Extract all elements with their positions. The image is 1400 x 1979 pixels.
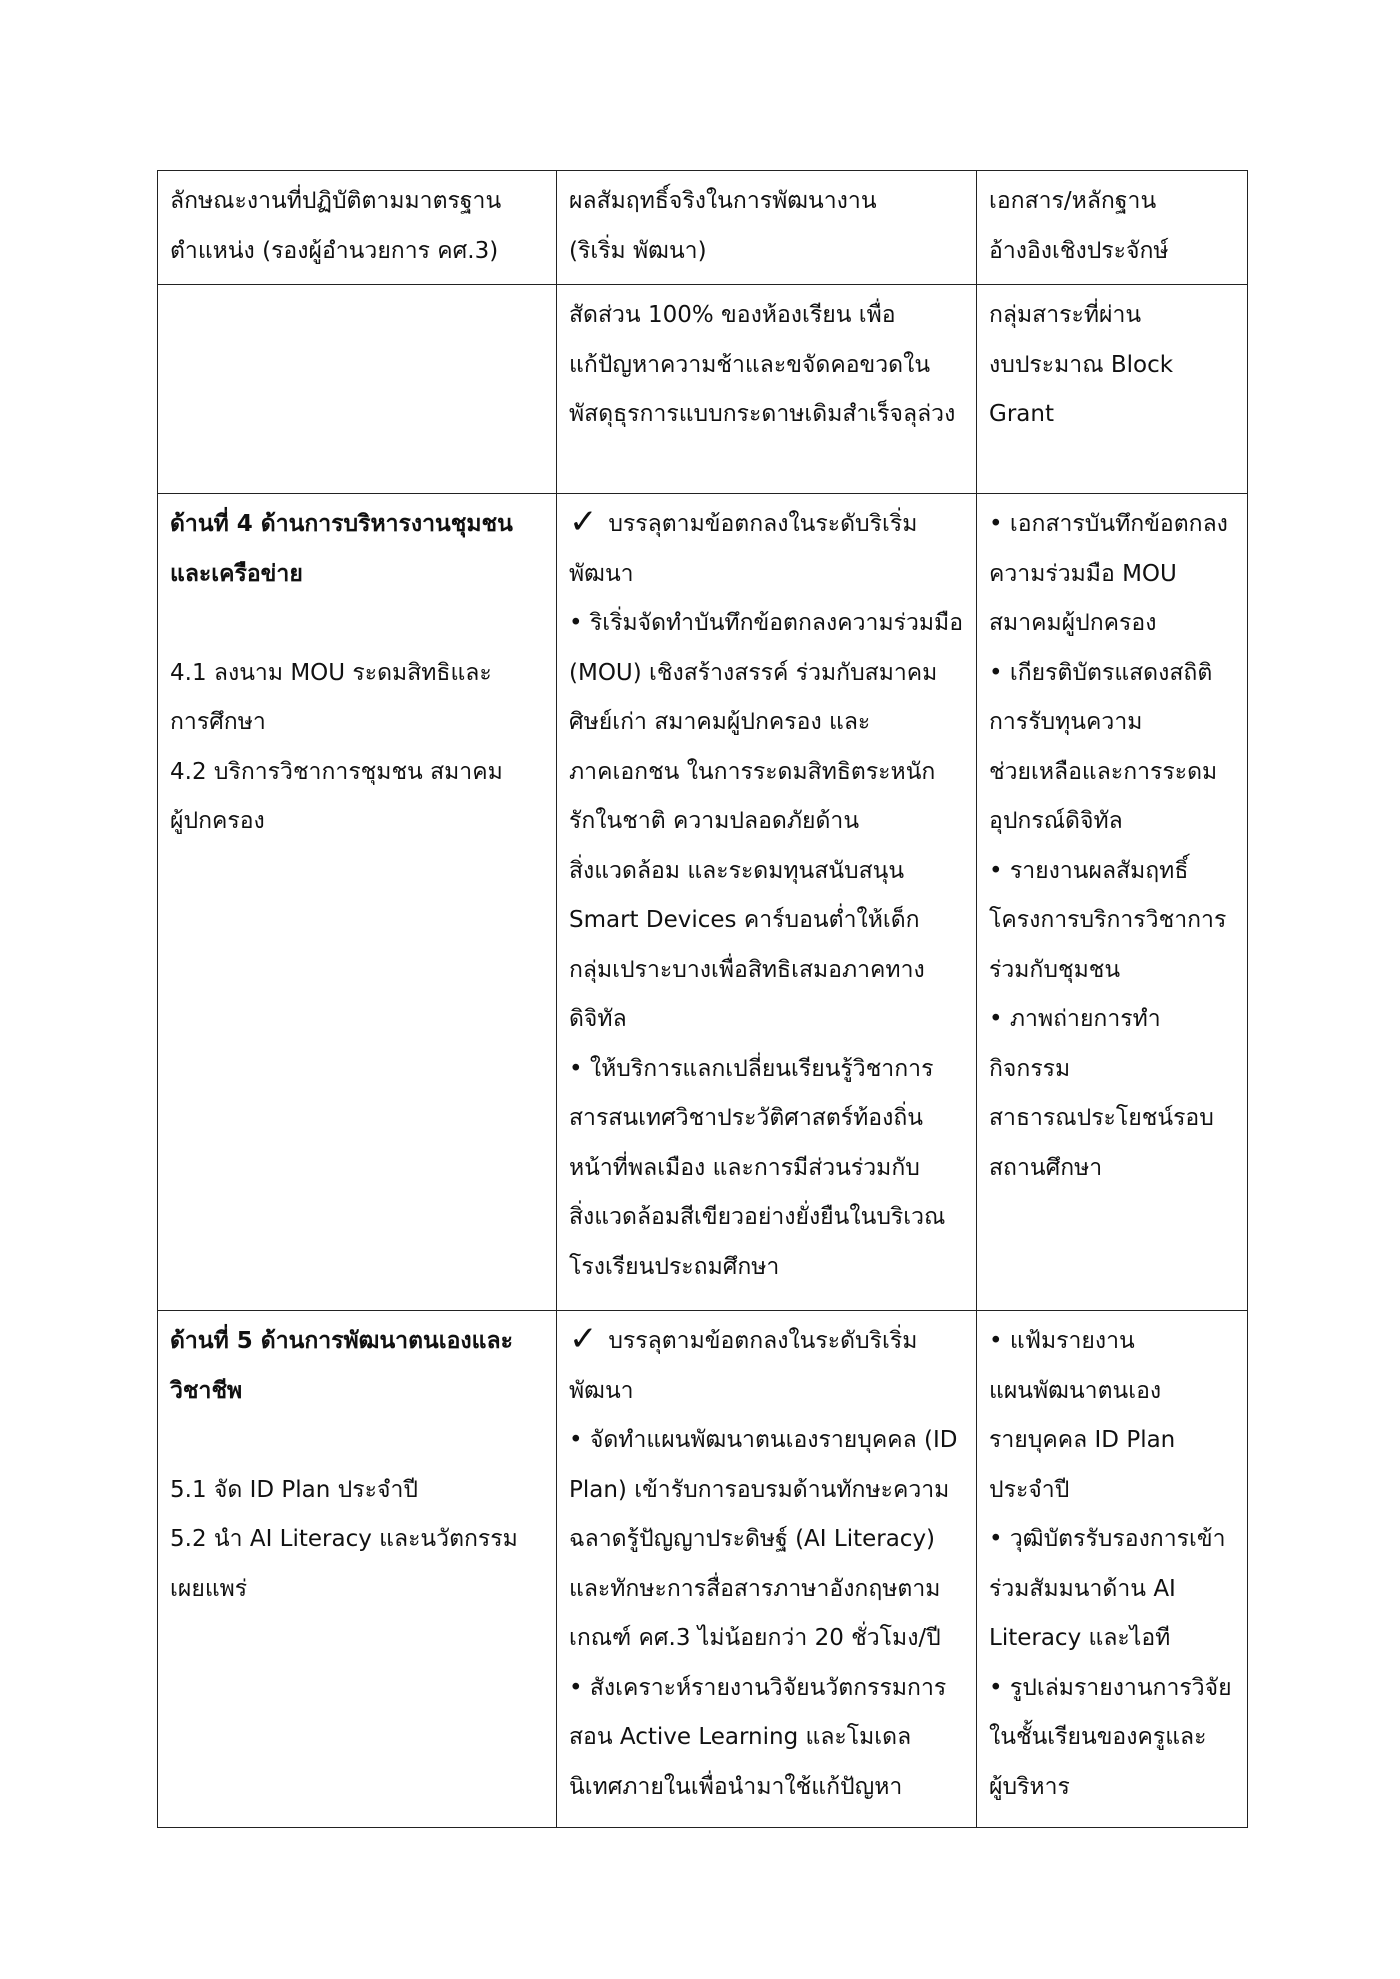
cell-line: • ภาพถ่ายการทำ bbox=[989, 1006, 1161, 1032]
cell-achievement bbox=[557, 1311, 977, 1828]
cell-line: • เอกสารบันทึกข้อตกลง bbox=[989, 511, 1228, 537]
cell-line: เกณฑ์ คศ.3 ไม่น้อยกว่า 20 ชั่วโมง/ปี bbox=[569, 1625, 941, 1651]
cell-line: กิจกรรม bbox=[989, 1055, 1071, 1082]
domain-item: เผยแพร่ bbox=[170, 1575, 248, 1602]
cell-line: Grant bbox=[989, 401, 1054, 427]
cell-line: ผู้บริหาร bbox=[989, 1773, 1070, 1800]
domain-item: 5.1 จัด ID Plan ประจำปี bbox=[170, 1476, 418, 1503]
cell-line: • ริเริ่มจัดทำบันทึกข้อตกลงความร่วมมือ bbox=[569, 610, 964, 636]
standards-table bbox=[157, 170, 1248, 1828]
domain-title: และเครือข่าย bbox=[170, 560, 303, 587]
cell-line: Plan) เข้ารับการอบรมด้านทักษะความ bbox=[569, 1476, 950, 1503]
cell-line: แก้ปัญหาความช้าและขจัดคอขวดใน bbox=[569, 351, 931, 378]
cell-line: สอน Active Learning และโมเดล bbox=[569, 1724, 912, 1750]
cell-line: สัดส่วน 100% ของห้องเรียน เพื่อ bbox=[569, 302, 896, 328]
cell-work-characteristics bbox=[158, 494, 557, 1311]
cell-line: และทักษะการสื่อสารภาษาอังกฤษตาม bbox=[569, 1575, 941, 1602]
header-evidence bbox=[977, 171, 1248, 285]
domain-item: 4.2 บริการวิชาการชุมชน สมาคม bbox=[170, 758, 503, 785]
cell-evidence bbox=[977, 1311, 1248, 1828]
cell-line: สาธารณประโยชน์รอบ bbox=[989, 1105, 1214, 1131]
cell-line: สถานศึกษา bbox=[989, 1154, 1103, 1181]
header-achievement bbox=[557, 171, 977, 285]
domain-title: ด้านที่ 5 ด้านการพัฒนาตนเองและ bbox=[170, 1328, 513, 1354]
cell-line: กลุ่มสาระที่ผ่าน bbox=[989, 302, 1142, 328]
achievement-status-text: บรรลุตามข้อตกลงในระดับริเริ่ม bbox=[608, 1328, 918, 1354]
achievement-status-text: บรรลุตามข้อตกลงในระดับริเริ่ม bbox=[608, 511, 918, 537]
spacer bbox=[170, 599, 546, 649]
domain-item: 5.2 นำ AI Literacy และนวัตกรรม bbox=[170, 1526, 518, 1552]
cell-line: รักในชาติ ความปลอดภัยด้าน bbox=[569, 808, 860, 834]
cell-line: โรงเรียนประถมศึกษา bbox=[569, 1253, 780, 1280]
domain-title: วิชาชีพ bbox=[170, 1377, 243, 1404]
cell-line: สมาคมผู้ปกครอง bbox=[989, 610, 1157, 636]
cell-empty bbox=[158, 285, 557, 494]
cell-line: รายบุคคล ID Plan bbox=[989, 1427, 1176, 1453]
cell-line: ร่วมกับชุมชน bbox=[989, 956, 1121, 983]
header-text: ตำแหน่ง (รองผู้อำนวยการ คศ.3) bbox=[170, 237, 499, 264]
header-work-characteristics bbox=[158, 171, 557, 285]
domain-item: ผู้ปกครอง bbox=[170, 808, 265, 834]
cell-line: ดิจิทัล bbox=[569, 1006, 627, 1032]
cell-line: ฉลาดรู้ปัญญาประดิษฐ์ (AI Literacy) bbox=[569, 1526, 936, 1552]
cell-line: • สังเคราะห์รายงานวิจัยนวัตกรรมการ bbox=[569, 1674, 947, 1701]
cell-line: • ให้บริการแลกเปลี่ยนเรียนรู้วิชาการ bbox=[569, 1055, 934, 1082]
domain-item: 4.1 ลงนาม MOU ระดมสิทธิและ bbox=[170, 659, 492, 686]
cell-line: สิ่งแวดล้อม และระดมทุนสนับสนุน bbox=[569, 857, 905, 884]
cell-line: ช่วยเหลือและการระดม bbox=[989, 758, 1218, 785]
cell-line: อุปกรณ์ดิจิทัล bbox=[989, 808, 1123, 834]
cell-line: หน้าที่พลเมือง และการมีส่วนร่วมกับ bbox=[569, 1154, 920, 1181]
domain-title: ด้านที่ 4 ด้านการบริหารงานชุมชน bbox=[170, 511, 513, 537]
cell-line: • เกียรติบัตรแสดงสถิติ bbox=[989, 659, 1213, 686]
cell-line: พัสดุธุรการแบบกระดาษเดิมสำเร็จลุล่วง bbox=[569, 401, 956, 427]
checkmark-icon: ✓ bbox=[569, 502, 598, 542]
table-row-continued bbox=[158, 285, 1248, 494]
cell-work-characteristics bbox=[158, 1311, 557, 1828]
table-row-domain-5 bbox=[158, 1311, 1248, 1828]
header-text: เอกสาร/หลักฐาน bbox=[989, 188, 1157, 214]
achievement-status bbox=[569, 500, 966, 550]
cell-line: พัฒนา bbox=[569, 560, 634, 587]
cell-line: ประจำปี bbox=[989, 1476, 1070, 1503]
cell-evidence bbox=[977, 494, 1248, 1311]
header-text: อ้างอิงเชิงประจักษ์ bbox=[989, 237, 1169, 264]
cell-line: (MOU) เชิงสร้างสรรค์ ร่วมกับสมาคม bbox=[569, 659, 938, 686]
cell-evidence bbox=[977, 285, 1248, 494]
cell-line: ศิษย์เก่า สมาคมผู้ปกครอง และ bbox=[569, 709, 871, 735]
cell-line: • แฟ้มรายงาน bbox=[989, 1328, 1135, 1354]
cell-achievement bbox=[557, 285, 977, 494]
cell-line: พัฒนา bbox=[569, 1377, 634, 1404]
cell-line: ในชั้นเรียนของครูและ bbox=[989, 1724, 1207, 1750]
cell-achievement bbox=[557, 494, 977, 1311]
checkmark-icon: ✓ bbox=[569, 1319, 598, 1359]
cell-line: งบประมาณ Block bbox=[989, 351, 1174, 378]
cell-line: • รายงานผลสัมฤทธิ์ bbox=[989, 857, 1189, 884]
header-text: ผลสัมฤทธิ์จริงในการพัฒนางาน bbox=[569, 188, 877, 214]
cell-line: ความร่วมมือ MOU bbox=[989, 560, 1177, 587]
cell-line: แผนพัฒนาตนเอง bbox=[989, 1377, 1162, 1404]
cell-line: ภาคเอกชน ในการระดมสิทธิตระหนัก bbox=[569, 758, 936, 785]
header-text: (ริเริ่ม พัฒนา) bbox=[569, 237, 707, 264]
spacer bbox=[170, 1416, 546, 1466]
header-text: ลักษณะงานที่ปฏิบัติตามมาตรฐาน bbox=[170, 188, 502, 214]
cell-line: Literacy และไอที bbox=[989, 1625, 1171, 1651]
cell-line: กลุ่มเปราะบางเพื่อสิทธิเสมอภาคทาง bbox=[569, 956, 925, 983]
cell-line: • วุฒิบัตรรับรองการเข้า bbox=[989, 1526, 1226, 1552]
table-row-domain-4 bbox=[158, 494, 1248, 1311]
cell-line: ร่วมสัมมนาด้าน AI bbox=[989, 1575, 1176, 1602]
cell-line: • จัดทำแผนพัฒนาตนเองรายบุคคล (ID bbox=[569, 1427, 958, 1453]
cell-line: Smart Devices คาร์บอนต่ำให้เด็ก bbox=[569, 907, 920, 933]
cell-line: สิ่งแวดล้อมสีเขียวอย่างยั่งยืนในบริเวณ bbox=[569, 1204, 946, 1230]
achievement-status bbox=[569, 1317, 966, 1367]
domain-item: การศึกษา bbox=[170, 709, 266, 735]
cell-line: • รูปเล่มรายงานการวิจัย bbox=[989, 1674, 1232, 1701]
cell-line: การรับทุนความ bbox=[989, 709, 1143, 735]
table-header-row bbox=[158, 171, 1248, 285]
cell-line: นิเทศภายในเพื่อนำมาใช้แก้ปัญหา bbox=[569, 1773, 903, 1800]
cell-line: สารสนเทศวิชาประวัติศาสตร์ท้องถิ่น bbox=[569, 1105, 923, 1131]
cell-line: โครงการบริการวิชาการ bbox=[989, 907, 1227, 933]
